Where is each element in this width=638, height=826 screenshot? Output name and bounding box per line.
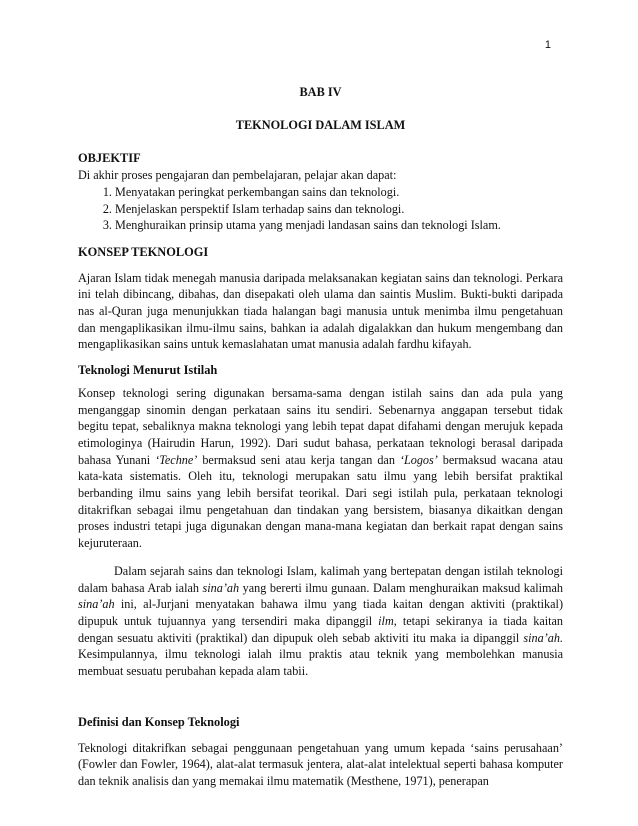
italic-term: ‘Logos’	[399, 452, 438, 467]
istilah-paragraph-1	[78, 385, 563, 552]
chapter-title: BAB IV	[299, 85, 342, 99]
istilah-paragraph-2	[78, 563, 563, 680]
text-run: bermaksud seni atau kerja tangan dan	[197, 452, 400, 467]
subsection-heading-definisi: Definisi dan Konsep Teknologi	[78, 714, 240, 729]
page-number: 1	[544, 39, 551, 51]
list-item: 2. Menjelaskan perspektif Islam terhadap sains dan teknologi.	[115, 201, 563, 218]
italic-term: sina’ah	[78, 597, 115, 612]
section-heading-konsep: KONSEP TEKNOLOGI	[78, 244, 209, 259]
objektif-list	[78, 184, 563, 234]
italic-term: sina’ah	[202, 580, 240, 595]
list-item: 1. Menyatakan peringkat perkembangan sains dan teknologi.	[115, 184, 563, 201]
section-heading-objektif: OBJEKTIF	[78, 151, 141, 166]
text-run: Konsep teknologi sering digunakan bersama-sama dengan istilah sains dan ada pula yang menganggap sinomin dengan perkataan sains itu sendiri. Sebenarnya anggapan tersebut tidak begitu tepat, sebaliknya makna teknologi yang lebih tepat dapat difahami dengan merujuk kepada etimologinya (Hairudin Harun, 1992). Dari sudut bahasa, perkataan teknologi berasal daripada bahasa Yunani	[78, 385, 563, 467]
konsep-paragraph: Ajaran Islam tidak menegah manusia daripada melaksanakan kegiatan sains dan teknologi. Perkara ini telah dibincang, dibahas, dan disepakati oleh ulama dan saintis Muslim. Bukti-bukti daripada nas al-Quran juga menunjukkan tiada halangan bagi manusia untuk menimba ilmu pengetahuan dan mengaplikasikan ilmu-ilmu sains, bahkan ia adalah digalakkan dan hukum mengembang dan mengaplikasikan sains untuk kemaslahatan umat manusia adalah fardhu kifayah.	[78, 270, 563, 352]
text-run: Dalam sejarah sains dan teknologi Islam, kalimah yang bertepatan dengan istilah teknologi dalam bahasa Arab ialah	[78, 563, 563, 595]
list-item: 3. Menghuraikan prinsip utama yang menjadi landasan sains dan teknologi Islam.	[115, 217, 563, 234]
text-run: ini, al-Jurjani menyatakan bahawa ilmu yang tiada kaitan dengan aktiviti (praktikal) dipupuk untuk tujuannya yang tersendiri maka dipanggil	[78, 597, 563, 628]
italic-term: ilm	[378, 613, 394, 628]
document-body	[78, 84, 563, 790]
chapter-subtitle: TEKNOLOGI DALAM ISLAM	[235, 117, 406, 132]
subsection-heading-istilah: Teknologi Menurut Istilah	[78, 363, 218, 378]
objektif-intro: Di akhir proses pengajaran dan pembelajaran, pelajar akan dapat:	[78, 168, 397, 183]
definisi-paragraph: Teknologi ditakrifkan sebagai penggunaan pengetahuan yang umum kepada ‘sains perusahaan’ (Fowler dan Fowler, 1964), alat-alat termasuk jentera, alat-alat intelektual seperti bahasa komputer dan teknik analisis dan yang memakai ilmu matematik (Mesthene, 1971), penerapan	[78, 740, 563, 788]
text-run: Kesimpulannya, ilmu teknologi ialah ilmu praktis atau teknik yang membolehkan manusia membuat sesuatu perubahan kepada alam tabii.	[78, 647, 563, 679]
italic-term: sina’ah.	[523, 630, 563, 645]
italic-term: ‘Techne’	[155, 452, 198, 467]
text-run: bermaksud wacana atau kata-kata sistematis. Oleh itu, teknologi merupakan satu ilmu yang lebih bersifat praktikal berbanding ilmu sains yang lebih bersifat teorikal. Dari segi istilah pula, perkataan teknologi ditakrifkan sebagai ilmu pengetahuan dan tindakan yang bersistem, biasanya dikaitkan dengan proses industri tetapi juga digunakan dengan mana-mana kegiatan dan berkait rapat dengan sains kejuruteraan.	[78, 452, 564, 551]
text-run: , tetapi sekiranya ia tiada kaitan dengan sesuatu aktiviti (praktikal) dan dipupuk oleh sebab aktiviti itu maka ia dipanggil	[78, 613, 563, 645]
text-run: yang bererti ilmu gunaan. Dalam menghuraikan maksud kalimah	[239, 580, 564, 595]
